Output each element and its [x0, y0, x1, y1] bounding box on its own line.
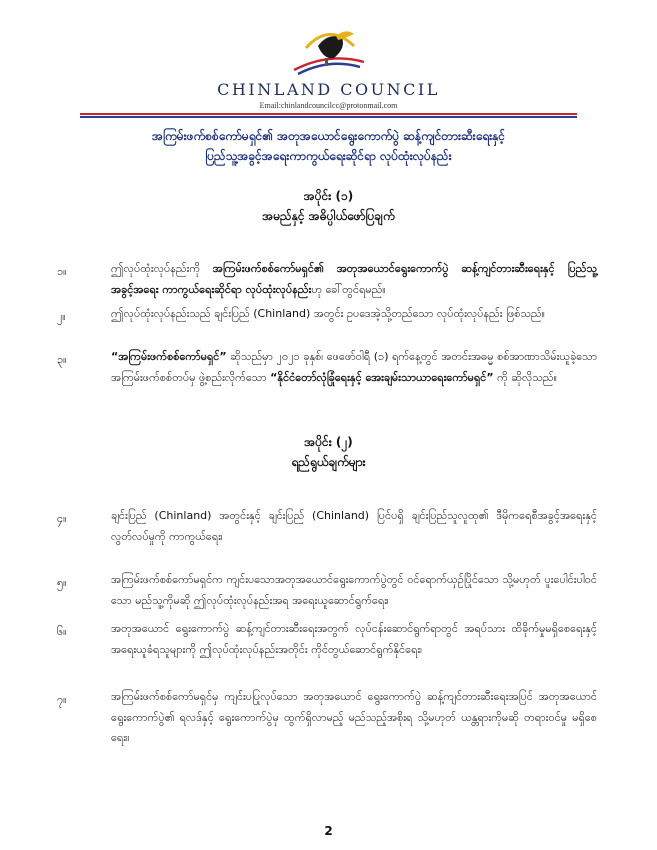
header-red-rule: [80, 113, 577, 115]
page-number: 2: [324, 824, 333, 838]
item-2-text: ဤလုပ်ထုံးလုပ်နည်းသည် ချင်းပြည် (Chinland) အတွင်း ဥပဒေအဲ့သို့တည်သော လုပ်ထုံးလုပ်နည်း ဖြစ်သည်။: [111, 307, 546, 320]
chinland-council-logo: [288, 18, 370, 88]
chapter2-subheading: ရည်ရွယ်ချက်များ: [291, 455, 366, 469]
item-1-text: ဤလုပ်ထုံးလုပ်နည်းကို အကြမ်းဖက်စစ်ကော်မရှင်၏ အတုအယောင်ရွေးကောက်ပွဲ ဆန့်ကျင်တားဆီးရေးနှင့် ပြည်သူ့အခွင့်အရေး ကာကွယ်ရေးဆိုင်ရာ လုပ်ထုံးလုပ်နည်းဟု ခေါ်တွင်ရမည်။: [111, 262, 597, 296]
chapter2-heading: အပိုင်း (၂): [304, 435, 353, 449]
item-4-text: ချင်းပြည် (Chinland) အတွင်းနှင့် ချင်းပြည် (Chinland) ပြင်ပရှိ ချင်းပြည်သူလူထု၏ ဒီမိုကရေစီအခွင့်အရေးနှင့် လွတ်လပ်မှုကို ကာကွယ်ရေး၊: [111, 509, 597, 543]
logo-hornbill-legs: [325, 58, 328, 66]
chapter1-subheading: အမည်နှင့် အဓိပ္ပါယ်ဖော်ပြချက်: [262, 209, 395, 223]
chapter1-heading: အပိုင်း (၁): [303, 189, 354, 203]
item-6-text: အတုအယောင် ရွေးကောက်ပွဲ ဆန့်ကျင်တားဆီးရေးအတွက် လုပ်ငန်းဆောင်ရွက်ရာတွင် အရပ်သား ထိခိုက်မှုမရှိစေရေးနှင့် အရေးယူခံရသူများကို ဤလုပ်ထုံးလုပ်နည်းအတိုင်း ကိုင်တွယ်ဆောင်ရွက်နိုင်ရေး၊: [111, 622, 597, 656]
item-3-number: ၃။: [57, 353, 67, 366]
document-title-line1: အကြမ်းဖက်စစ်ကော်မရှင်၏ အတုအယောင်ရွေးကောက်ပွဲ ဆန့်ကျင်တားဆီးရေးနှင့်: [151, 129, 506, 143]
item-5-text: အကြမ်းဖက်စစ်ကော်မရှင်က ကျင်းပသောအတုအယောင်ရွေးကောက်ပွဲတွင် ဝင်ရောက်ယှဉ်ပြိုင်သော သို့မဟုတ် ပူးပေါင်းပါဝင်သော မည်သူ့ကိုမဆို ဤလုပ်ထုံးလုပ်နည်းအရ အရေးယူဆောင်ရွက်ရေး၊: [111, 573, 597, 607]
item-7-text: အကြမ်းဖက်စစ်ကော်မရှင်မှ ကျင်းပပြုလုပ်သော အတုအယောင် ရွေးကောက်ပွဲ ဆန့်ကျင်တားဆီးရေးအပြင် အတုအယောင် ရွေးကောက်ပွဲ၏ ရလဒ်နှင့် ရွေးကောက်ပွဲမှ ထွက်ရှိလာမည့် မည်သည့်အစိုးရ သို့မဟုတ် ယန္တရားကိုမဆို တရားဝင်မှု မရှိစေရေး။: [111, 690, 597, 744]
item-3-text: “အကြမ်းဖက်စစ်ကော်မရှင်” ဆိုသည်မှာ ၂၀၂၁ ခုနှစ်၊ ဖေဖော်ဝါရီ (၁) ရက်နေ့တွင် အတင်းအဓမ္မ စစ်အာဏာသိမ်းယူခဲ့သော အကြမ်းဖက်စစ်တပ်မှ ဖွဲ့စည်းလိုက်သော “နိုင်ငံတော်လုံခြုံရေးနှင့် အေးချမ်းသာယာရေးကော်မရှင်” ကို ဆိုလိုသည်။: [111, 350, 597, 384]
organization-name: CHINLAND COUNCIL: [217, 80, 440, 99]
document-title-line2: ပြည်သူ့အခွင့်အရေးကာကွယ်ရေးဆိုင်ရာ လုပ်ထုံးလုပ်နည်း: [205, 149, 452, 163]
item-5-number: ၅။: [57, 576, 67, 589]
item-6-number: ၆။: [57, 625, 67, 638]
item-4-number: ၄။: [57, 512, 67, 525]
item-7-number: ၇။: [57, 693, 67, 706]
item-1-number: ၁။: [57, 265, 67, 278]
header-blue-rule: [80, 116, 577, 118]
item-2-number: ၂။: [57, 310, 66, 323]
organization-email: Email:chinlandcouncilcc@protonmail.com: [259, 101, 398, 110]
